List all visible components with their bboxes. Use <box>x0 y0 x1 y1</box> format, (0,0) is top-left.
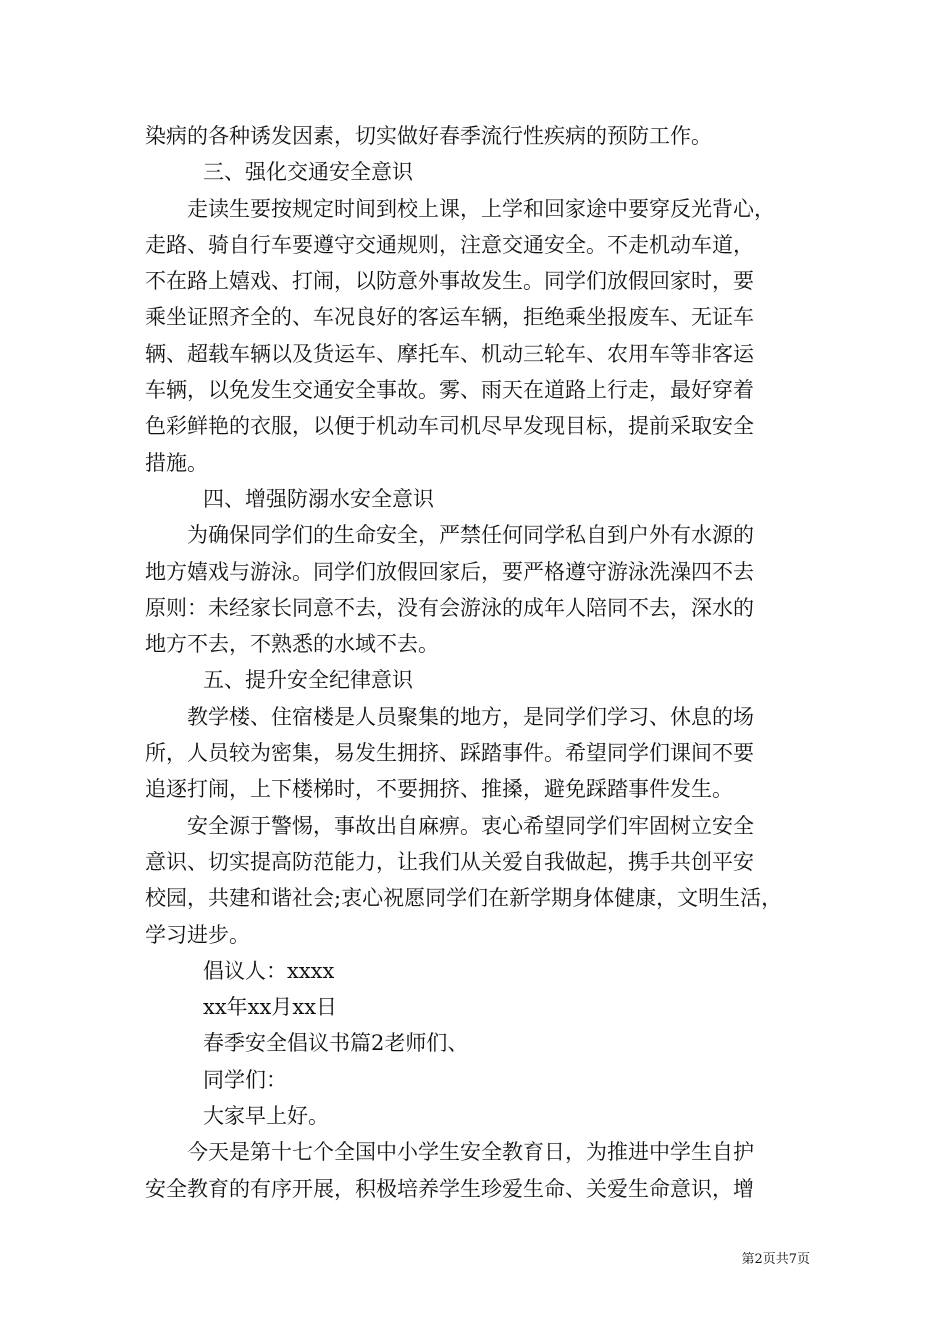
text-line: 色彩鲜艳的衣服，以便于机动车司机尽早发现目标，提前采取安全 <box>145 414 754 439</box>
text-line: 意识、切实提高防范能力，让我们从关爱自我做起，携手共创平安 <box>145 849 754 874</box>
text-line: 措施。 <box>145 450 208 475</box>
section-heading: 五、提升安全纪律意识 <box>203 668 413 693</box>
text-line: 车辆，以免发生交通安全事故。雾、雨天在道路上行走，最好穿着 <box>145 378 754 403</box>
section-heading: 四、增强防溺水安全意识 <box>203 486 434 511</box>
text-line: 今天是第十七个全国中小学生安全教育日，为推进中学生自护 <box>187 1140 754 1165</box>
page-number-footer: 第2页共7页 <box>741 1252 810 1267</box>
text-line: 倡议人：xxxx <box>203 958 335 983</box>
text-line: 为确保同学们的生命安全，严禁任何同学私自到户外有水源的 <box>187 523 754 548</box>
text-line: 所，人员较为密集，易发生拥挤、踩踏事件。希望同学们课间不要 <box>145 741 754 766</box>
text-line: 安全源于警惕，事故出自麻痹。衷心希望同学们牢固树立安全 <box>187 813 754 838</box>
text-line: 学习进步。 <box>145 922 250 947</box>
text-line: xx年xx月xx日 <box>203 995 338 1020</box>
document-body <box>145 118 810 1207</box>
text-line: 地方嬉戏与游泳。同学们放假回家后，要严格遵守游泳洗澡四不去 <box>145 559 754 584</box>
text-line: 原则：未经家长同意不去，没有会游泳的成年人陪同不去，深水的 <box>145 595 754 620</box>
text-line: 安全教育的有序开展，积极培养学生珍爱生命、关爱生命意识，增 <box>145 1176 754 1201</box>
section-heading: 三、强化交通安全意识 <box>203 160 413 185</box>
text-line: 地方不去，不熟悉的水域不去。 <box>145 632 439 657</box>
text-line: 同学们： <box>203 1067 287 1092</box>
text-line: 春季安全倡议书篇2老师们、 <box>203 1031 469 1056</box>
text-line: 大家早上好。 <box>203 1104 329 1129</box>
text-line: 校园，共建和谐社会;衷心祝愿同学们在新学期身体健康，文明生活， <box>145 886 783 911</box>
text-line: 追逐打闹，上下楼梯时，不要拥挤、推搡，避免踩踏事件发生。 <box>145 777 733 802</box>
text-line: 走读生要按规定时间到校上课，上学和回家途中要穿反光背心， <box>187 196 775 221</box>
text-line: 染病的各种诱发因素，切实做好春季流行性疾病的预防工作。 <box>145 124 712 148</box>
text-line: 不在路上嬉戏、打闹，以防意外事故发生。同学们放假回家时，要 <box>145 269 754 294</box>
text-line: 乘坐证照齐全的、车况良好的客运车辆，拒绝乘坐报废车、无证车 <box>145 305 754 330</box>
text-line: 走路、骑自行车要遵守交通规则，注意交通安全。不走机动车道， <box>145 232 754 257</box>
text-line: 辆、超载车辆以及货运车、摩托车、机动三轮车、农用车等非客运 <box>145 341 754 366</box>
text-line: 教学楼、住宿楼是人员聚集的地方，是同学们学习、休息的场 <box>187 704 754 729</box>
